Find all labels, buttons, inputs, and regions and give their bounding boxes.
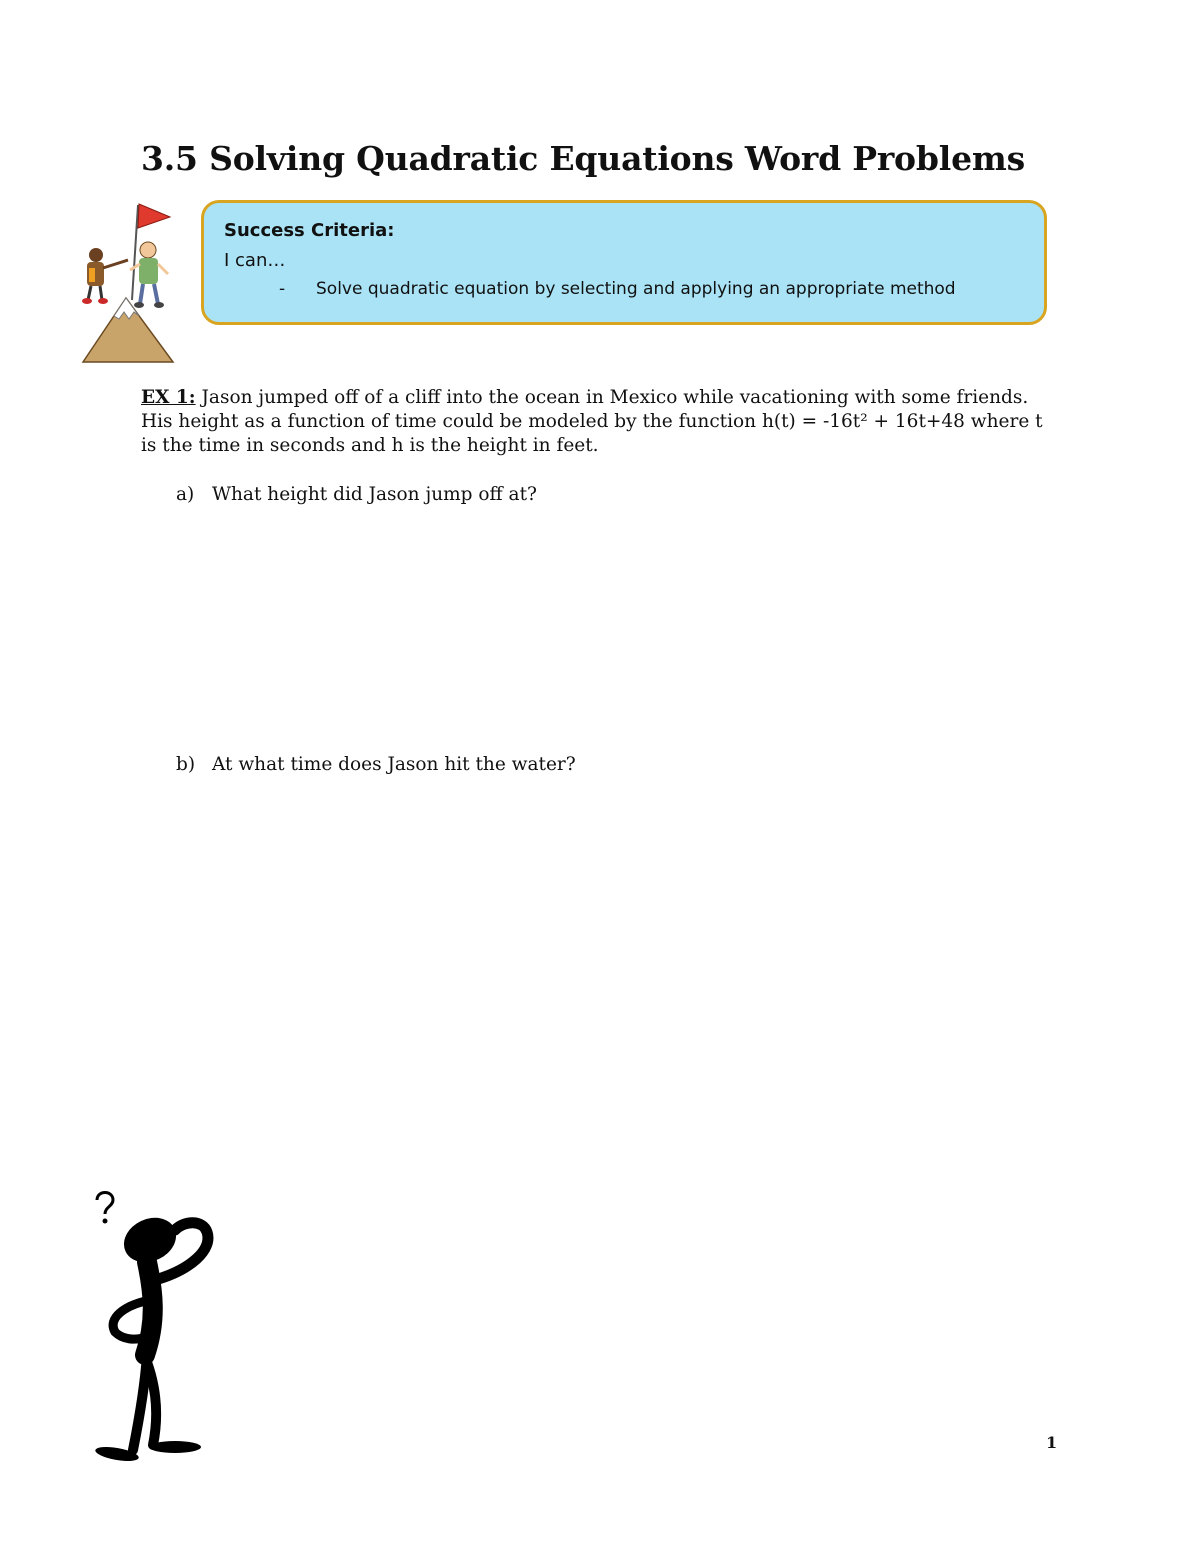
example-text: Jason jumped off of a cliff into the ocean in Mexico while vacationing with some friends. His height as a function of time could be modeled by the function h(t) = -16t² + 16t+48 where t is the time in seconds and h is the height in feet. xyxy=(141,387,1043,456)
question-a xyxy=(176,484,537,505)
success-criteria-box xyxy=(201,200,1047,325)
question-letter: a) xyxy=(176,484,195,505)
success-criteria-item-text: Solve quadratic equation by selecting and applying an appropriate method xyxy=(316,279,956,299)
thinking-figure-icon xyxy=(95,1190,220,1465)
page-title: 3.5 Solving Quadratic Equations Word Problems xyxy=(141,139,1025,178)
mountain-climbers-icon xyxy=(78,200,178,365)
bullet-dash: - xyxy=(279,279,286,299)
page-number: 1 xyxy=(1046,1433,1058,1452)
question-letter: b) xyxy=(176,754,196,775)
question-b xyxy=(176,754,576,775)
success-criteria-item xyxy=(279,279,956,299)
question-text: What height did Jason jump off at? xyxy=(212,484,537,505)
question-text: At what time does Jason hit the water? xyxy=(212,754,576,775)
example-problem xyxy=(141,386,1061,458)
example-label: EX 1: xyxy=(141,387,196,408)
success-criteria-heading: Success Criteria: xyxy=(224,220,395,241)
success-criteria-lead: I can… xyxy=(224,250,286,271)
